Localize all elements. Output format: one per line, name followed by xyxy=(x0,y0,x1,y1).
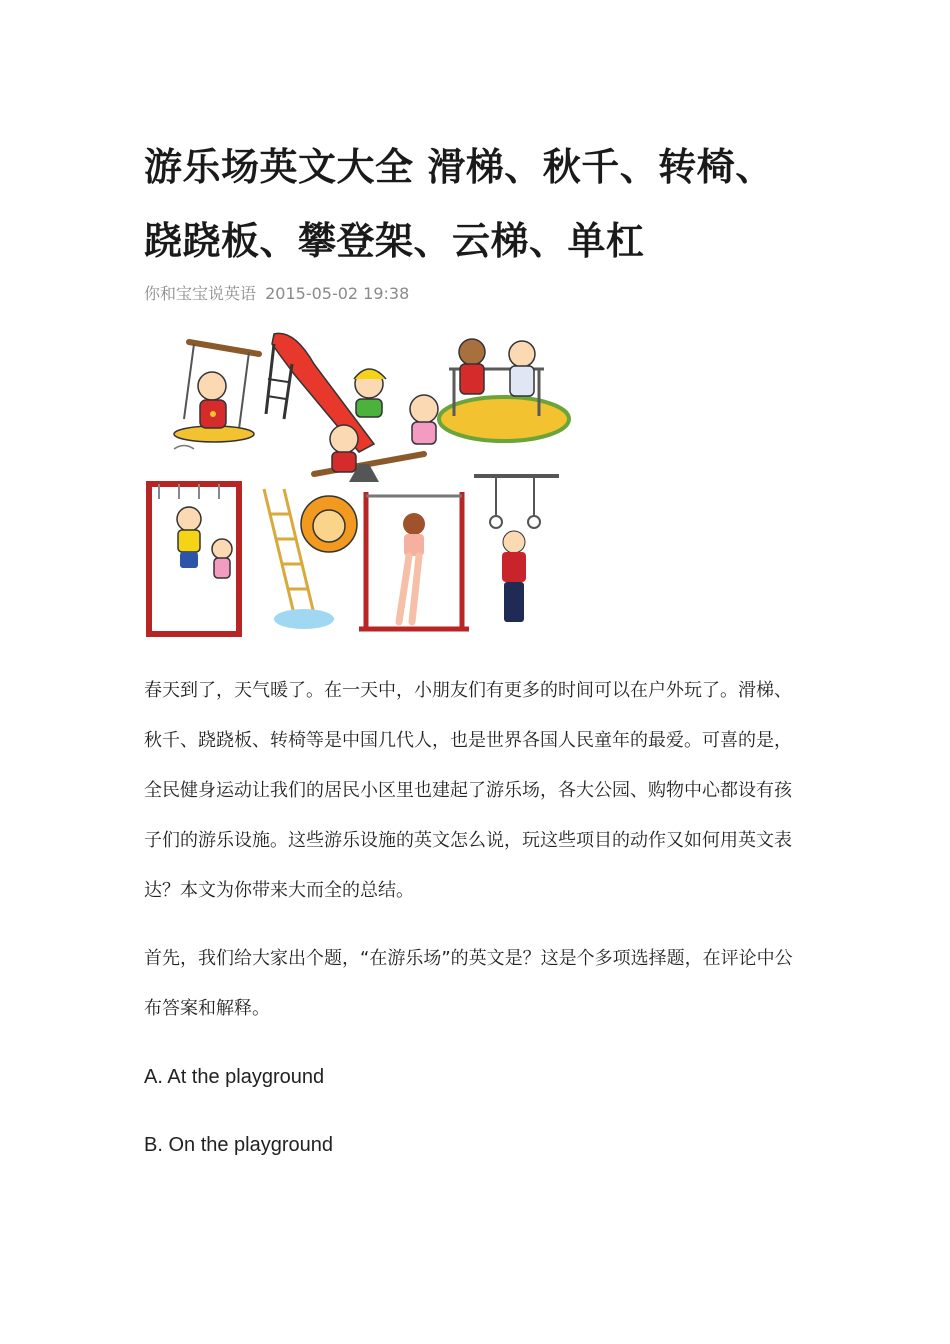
question-paragraph: 首先，我们给大家出个题，“在游乐场”的英文是？这是个多项选择题，在评论中公布答案和解释。 xyxy=(144,948,793,1019)
swing-figure xyxy=(174,342,259,449)
playground-illustration xyxy=(144,324,574,644)
article-title-line-1: 游乐场英文大全 滑梯、秋千、转椅、 xyxy=(144,145,774,189)
merry-go-round-figure xyxy=(439,339,569,441)
ladder-lion-figure xyxy=(264,489,357,629)
slide-figure xyxy=(266,333,386,452)
publish-date: 2015-05-02 19:38 xyxy=(265,284,410,303)
article xyxy=(144,130,804,1170)
article-title xyxy=(144,130,804,278)
option-b: B. On the playground xyxy=(144,1134,334,1156)
monkey-bars-figure xyxy=(149,484,239,634)
pull-up-bar-figure xyxy=(359,492,469,629)
article-meta xyxy=(144,282,804,306)
article-title-line-2: 跷跷板、攀登架、云梯、单杠 xyxy=(144,219,645,263)
author-name[interactable]: 你和宝宝说英语 xyxy=(144,284,257,303)
option-a: A. At the playground xyxy=(144,1066,325,1088)
intro-paragraph: 春天到了，天气暖了。在一天中，小朋友们有更多的时间可以在户外玩了。滑梯、秋千、跷跷板、转椅等是中国几代人，也是世界各国人民童年的最爱。可喜的是，全民健身运动让我们的居民小区里也建起了游乐场，各大公园、购物中心都设有孩子们的游乐设施。这些游乐设施的英文怎么说，玩这些项目的动作又如何用英文表达？本文为你带来大而全的总结。 xyxy=(144,680,792,901)
gym-rings-figure xyxy=(474,476,559,622)
